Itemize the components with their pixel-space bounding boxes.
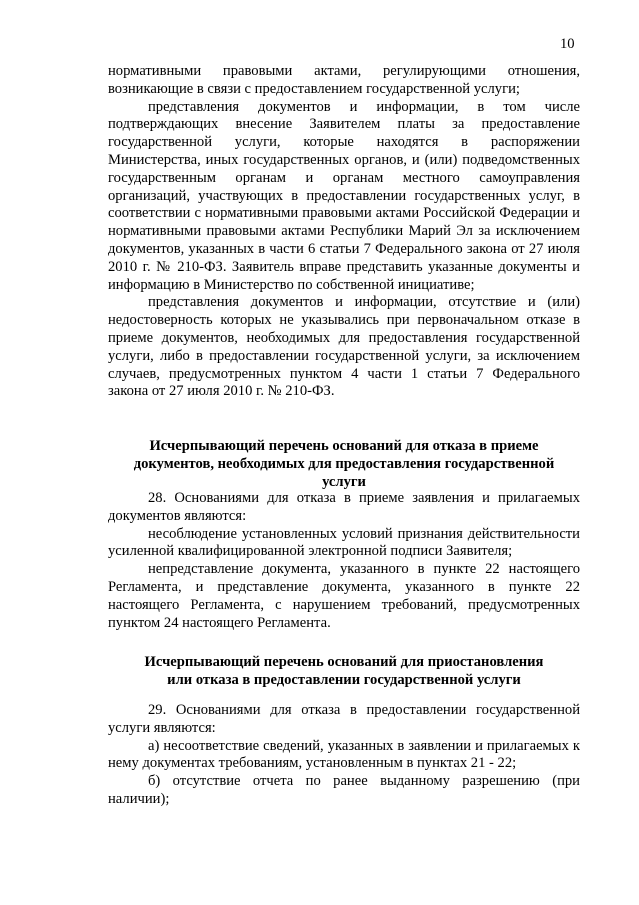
- intro-block: [108, 63, 580, 401]
- clause-29: 29. Основаниями для отказа в предоставлении государственной услуги являются:: [108, 702, 580, 736]
- section-suspension-refusal: [108, 654, 580, 690]
- clause-28: 28. Основаниями для отказа в приеме заявления и прилагаемых документов являются:: [108, 490, 580, 524]
- section-refusal-reception: [108, 438, 580, 491]
- clause-29-block: [108, 702, 580, 809]
- paragraph-documents-unreliability: представления документов и информации, отсутствие и (или) недостоверность которых не указывались при первоначальном отказе в приеме документов, необходимых для предоставления государственной услуги, либо в предоставлении государственной услуги, за исключением случаев, предусмотренных пунктом 4 части 1 статьи 7 Федерального закона от 27 июля 2010 г. № 210-ФЗ.: [108, 294, 580, 400]
- clause-29-item-b: б) отсутствие отчета по ранее выданному разрешению (при наличии);: [108, 773, 580, 807]
- section-heading-suspension-refusal: Исчерпывающий перечень оснований для приостановления или отказа в предоставлении государственной услуги: [144, 654, 544, 688]
- clause-28-block: [108, 490, 580, 632]
- clause-29-item-a: а) несоответствие сведений, указанных в заявлении и прилагаемых к нему документах требованиям, установленным в пунктах 21 - 22;: [108, 737, 580, 772]
- clause-28-item-document: непредставление документа, указанного в пункте 22 настоящего Регламента, и представление документа, указанного в пункте 22 настоящего Регламента, с нарушением требований, предусмотренных пунктом 24 настоящего Регламента.: [108, 561, 580, 631]
- clause-28-item-signature: несоблюдение установленных условий признания действительности усиленной квалифицированной электронной подписи Заявителя;: [108, 525, 580, 560]
- page-number: 10: [560, 36, 575, 52]
- paragraph-documents-information: представления документов и информации, в том числе подтверждающих внесение Заявителем платы за предоставление государственной услуги, которые находятся в распоряжении Министерства, иных государственных органов, и (или) подведомственных государственным органам и органам местного самоуправления организаций, участвующих в предоставлении государственных услуг, в соответствии с нормативными правовыми актами Российской Федерации и нормативными правовыми актами Республики Марий Эл за исключением документов, указанных в части 6 статьи 7 Федерального закона от 27 июля 2010 г. № 210-ФЗ. Заявитель вправе представить указанные документы и информацию в Министерство по собственной инициативе;: [108, 98, 580, 293]
- paragraph-regulation: нормативными правовыми актами, регулирующими отношения, возникающие в связи с предоставлением государственной услуги;: [108, 63, 580, 97]
- section-heading-refusal-reception: Исчерпывающий перечень оснований для отказа в приеме документов, необходимых для предоставления государственной услуги: [133, 438, 555, 490]
